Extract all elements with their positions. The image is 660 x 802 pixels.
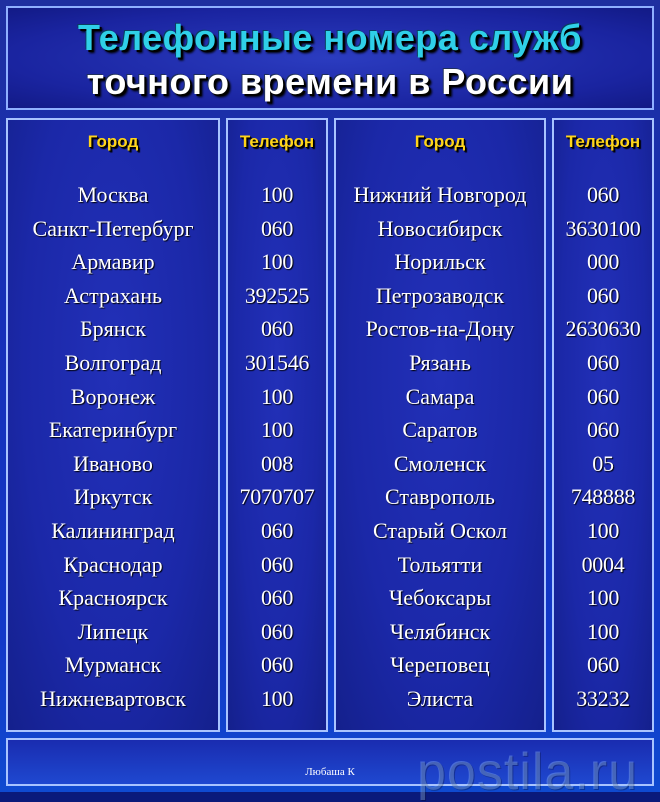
- right-city-column: [334, 118, 546, 732]
- phone-number: 060: [260, 585, 294, 611]
- phone-number: 7070707: [239, 484, 315, 510]
- city-name: Санкт-Петербург: [32, 215, 194, 241]
- page-title-line-1: Телефонные номера служб: [78, 17, 582, 58]
- left-city-column: [6, 118, 220, 732]
- city-name: Рязань: [409, 349, 471, 375]
- phone-number: 060: [586, 282, 620, 308]
- city-name: Краснодар: [63, 551, 163, 577]
- page-title-line-2: точного времени в России: [86, 61, 574, 102]
- phone-number: 060: [260, 215, 294, 241]
- left-phone-header: Телефон: [239, 132, 315, 151]
- left-phone-list: [228, 178, 326, 716]
- phone-number: 060: [586, 182, 620, 207]
- city-name: Тольятти: [397, 551, 483, 577]
- phone-number: 05: [592, 450, 614, 476]
- city-name: Нижний Новгород: [353, 182, 527, 207]
- right-phone-column: [552, 118, 654, 732]
- city-name: Брянск: [80, 316, 146, 342]
- city-name: Элиста: [406, 685, 474, 711]
- city-name: Иваново: [73, 450, 153, 476]
- phone-number: 060: [586, 349, 620, 375]
- phone-number: 060: [260, 316, 294, 342]
- phone-number: 392525: [244, 282, 310, 308]
- author-signature: Любаша К: [305, 766, 355, 778]
- city-name: Петрозаводск: [375, 282, 505, 308]
- watermark-logo: postila.ru: [417, 743, 638, 801]
- city-name: Астрахань: [63, 282, 163, 308]
- city-name: Екатеринбург: [48, 417, 178, 443]
- phone-number: 100: [586, 585, 620, 611]
- city-name: Самара: [405, 383, 475, 409]
- left-phone-column: [226, 118, 328, 732]
- phone-number: 100: [586, 618, 620, 644]
- city-name: Чебоксары: [389, 585, 491, 611]
- city-name: Саратов: [402, 417, 478, 443]
- phone-number: 000: [586, 249, 620, 275]
- phone-number: 100: [260, 182, 294, 207]
- phone-number: 100: [586, 517, 620, 543]
- city-name: Смоленск: [393, 450, 487, 476]
- city-name: Калининград: [51, 517, 175, 543]
- phone-number: 060: [260, 652, 294, 678]
- phone-number: 100: [260, 417, 294, 443]
- city-name: Челябинск: [389, 618, 491, 644]
- phone-number: 060: [260, 551, 294, 577]
- city-name: Волгоград: [64, 349, 162, 375]
- city-name: Норильск: [394, 249, 486, 275]
- phone-number: 100: [260, 383, 294, 409]
- right-city-list: [336, 178, 544, 716]
- city-name: Москва: [77, 182, 149, 207]
- left-city-list: [8, 178, 218, 716]
- city-name: Армавир: [71, 249, 155, 275]
- phone-number: 0004: [581, 551, 625, 577]
- city-name: Нижневартовск: [39, 685, 186, 711]
- phone-number: 100: [260, 249, 294, 275]
- city-name: Мурманск: [64, 652, 162, 678]
- city-name: Иркутск: [73, 484, 153, 510]
- phone-number: 060: [260, 618, 294, 644]
- phone-number: 301546: [244, 349, 310, 375]
- city-name: Старый Оскол: [373, 517, 507, 543]
- phone-number: 33232: [576, 685, 630, 711]
- left-city-header: Город: [87, 132, 139, 151]
- title-banner: [6, 6, 654, 110]
- city-name: Красноярск: [58, 585, 168, 611]
- right-city-header: Город: [414, 132, 466, 151]
- phone-number: 060: [586, 417, 620, 443]
- city-name: Ставрополь: [385, 484, 495, 510]
- phone-number: 060: [586, 383, 620, 409]
- phone-number: 100: [260, 685, 294, 711]
- city-name: Новосибирск: [377, 215, 503, 241]
- footer-bar: [6, 738, 654, 801]
- right-phone-header: Телефон: [565, 132, 641, 151]
- city-name: Липецк: [77, 618, 149, 644]
- city-name: Ростов-на-Дону: [365, 316, 515, 342]
- phone-number: 060: [586, 652, 620, 678]
- phone-number: 008: [260, 450, 294, 476]
- city-name: Череповец: [390, 652, 490, 678]
- phone-number: 060: [260, 517, 294, 543]
- phone-number: 3630100: [565, 215, 641, 241]
- city-name: Воронеж: [70, 383, 156, 409]
- phone-number: 2630630: [565, 316, 641, 342]
- phone-number: 748888: [570, 484, 636, 510]
- right-phone-list: [554, 178, 652, 716]
